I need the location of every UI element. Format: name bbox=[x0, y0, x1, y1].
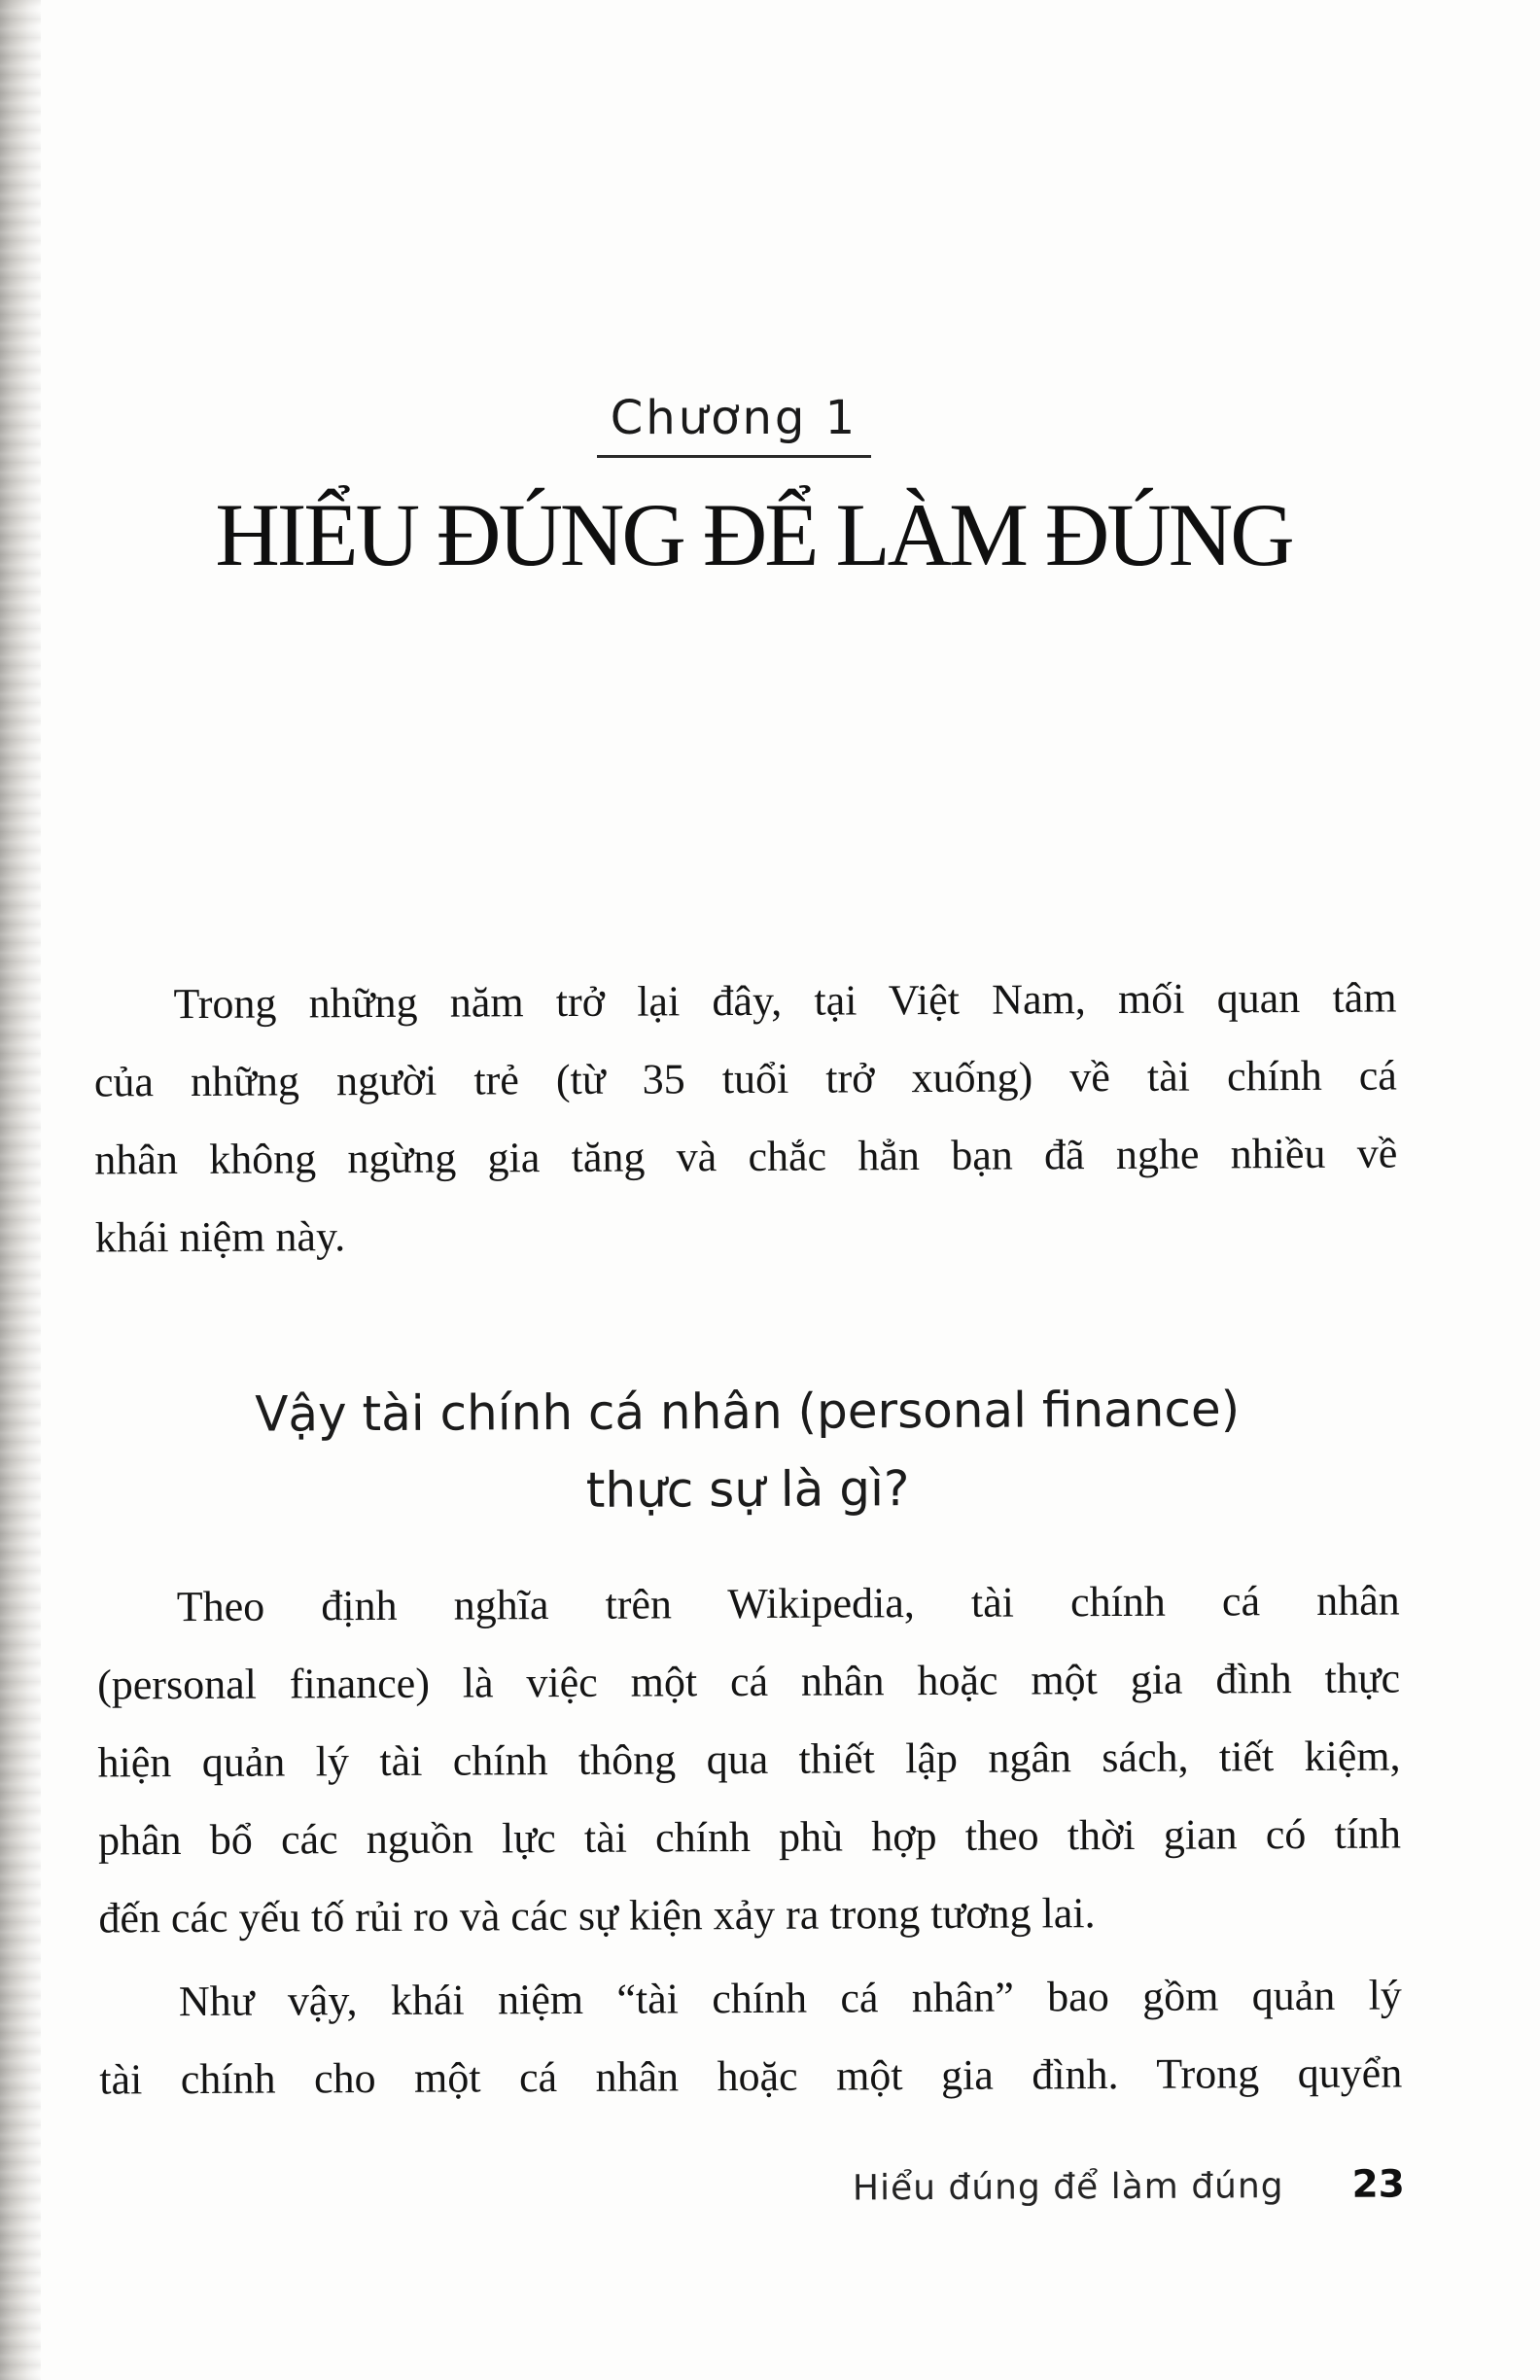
text-line: hiện quản lý tài chính thông qua thiết lập ngân sách, tiết kiệm, bbox=[97, 1732, 1401, 1787]
question-heading-line2: thực sự là gì? bbox=[585, 1460, 910, 1519]
intro-paragraph bbox=[93, 960, 1398, 1278]
text-line: (personal finance) là việc một cá nhân hoặc một gia đình thực bbox=[97, 1654, 1401, 1709]
closing-paragraph bbox=[99, 1956, 1403, 2118]
chapter-label-text: Chương 1 bbox=[597, 391, 871, 458]
text-line: đến các yếu tố rủi ro và các sự kiện xảy ra trong tương lai. bbox=[98, 1889, 1096, 1942]
text-line: của những người trẻ (từ 35 tuổi trở xuống) về tài chính cá bbox=[93, 1051, 1398, 1106]
text-line: phân bổ các nguồn lực tài chính phù hợp theo thời gian có tính bbox=[97, 1809, 1402, 1865]
definition-paragraph bbox=[97, 1561, 1402, 1957]
running-title: Hiểu đúng để làm đúng bbox=[852, 2166, 1284, 2209]
text-line: Trong những năm trở lại đây, tại Việt Nam, mối quan tâm bbox=[173, 973, 1397, 1029]
chapter-title: HIỂU ĐÚNG ĐỂ LÀM ĐÚNG bbox=[215, 485, 1292, 584]
text-line: tài chính cho một cá nhân hoặc một gia đình. Trong quyển bbox=[99, 2048, 1403, 2104]
text-line: nhân không ngừng gia tăng và chắc hẳn bạn đã nghe nhiều về bbox=[94, 1129, 1398, 1184]
text-line: khái niệm này. bbox=[94, 1212, 346, 1262]
text-line: Như vậy, khái niệm “tài chính cá nhân” bao gồm quản lý bbox=[178, 1971, 1402, 2026]
question-heading-line1: Vậy tài chính cá nhân (personal finance) bbox=[255, 1381, 1241, 1443]
page-number: 23 bbox=[1351, 2162, 1405, 2207]
question-heading bbox=[0, 1369, 1496, 1532]
page-footer bbox=[853, 2162, 1405, 2209]
text-line: Theo định nghĩa trên Wikipedia, tài chính cá nhân bbox=[176, 1576, 1400, 1631]
